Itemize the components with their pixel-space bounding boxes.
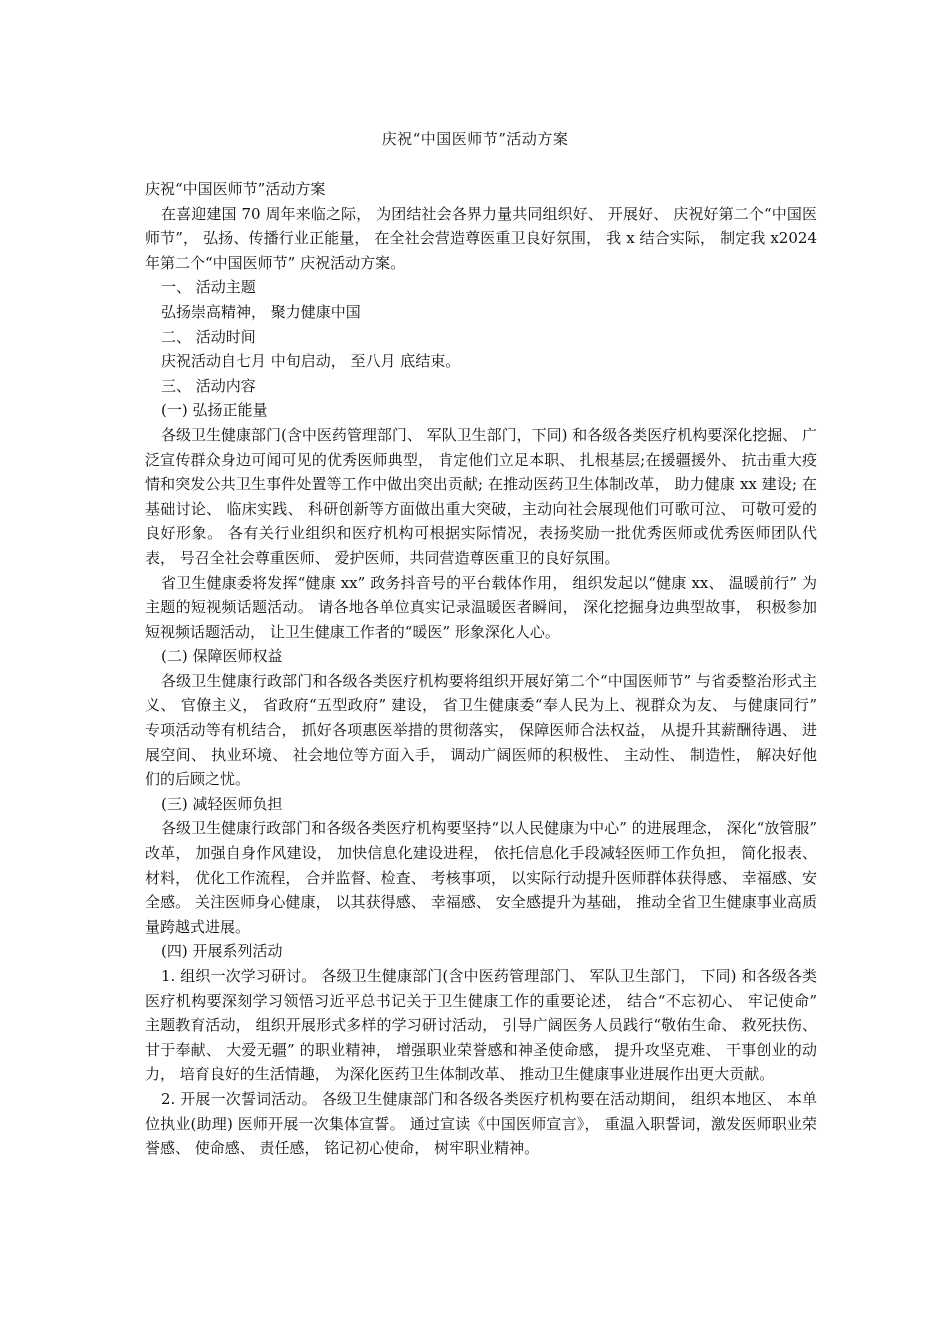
paragraph: 各级卫生健康行政部门和各级各类医疗机构要将组织开展好第二个“中国医师节” 与省委整治形式主义、 官僚主义， 省政府“五型政府” 建设， 省卫生健康委“奉人民为上、视群众为友、 与健康同行” 专项活动等有机结合， 抓好各项惠医举措的贯彻落实， 保障医师合法权益， 从提升其薪酬待遇、 进展空间、 执业环境、 社会地位等方面入手， 调动广阔医师的积极性、 主动性、 制造性， 解决好他们的后顾之忧。 <box>145 671 817 789</box>
paragraph: 各级卫生健康部门(含中医药管理部门、 军队卫生部门，下同) 和各级各类医疗机构要深化挖掘、 广泛宣传群众身边可闻可见的优秀医师典型， 肯定他们立足本职、 扎根基层;在援疆援外、 抗击重大疫情和突发公共卫生事件处置等工作中做出突出贡献; 在推动医药卫生体制改革， 助力健康 xx 建设; 在基础讨论、 临床实践、 科研创新等方面做出重大突破，主动向社会展现他们可歌可泣、 可敬可爱的良好形象。 各有关行业组织和医疗机构可根据实际情况，表扬奖励一批优秀医师或优秀医师团队代表， 号召全社会尊重医师、 爱护医师，共同营造尊医重卫的良好氛围。 <box>145 425 818 567</box>
section-heading: 二、 活动时间 <box>161 327 256 346</box>
subsection-heading: (四) 开展系列活动 <box>161 942 283 961</box>
paragraph: 各级卫生健康行政部门和各级各类医疗机构要坚持“以人民健康为中心” 的进展理念， 深化“放管服” 改革， 加强自身作风建设， 加快信息化建设进程， 依托信息化手段减轻医师工作负担， 简化报表、 材料， 优化工作流程， 合并监督、检查、 考核事项， 以实际行动提升医师群体获得感、 幸福感、安全感。 关注医师身心健康， 以其获得感、 幸福感、 安全感提升为基础， 推动全省卫生健康事业高质量跨越式进展。 <box>145 819 817 936</box>
subsection-heading: (一) 弘扬正能量 <box>161 401 268 420</box>
paragraph: 2. 开展一次誓词活动。 各级卫生健康部门和各级各类医疗机构要在活动期间， 组织本地区、 本单位执业(助理) 医师开展一次集体宣誓。 通过宣读《中国医师宣言》， 重温入职誓词，激发医师职业荣誉感、 使命感、 责任感， 铭记初心使命， 树牢职业精神。 <box>145 1089 817 1158</box>
paragraph: 弘扬崇高精神， 聚力健康中国 <box>161 302 361 321</box>
subsection-heading: (二) 保障医师权益 <box>161 647 283 666</box>
section-heading: 三、 活动内容 <box>161 376 256 395</box>
paragraph: 在喜迎建国 70 周年来临之际， 为团结社会各界力量共同组织好、 开展好、 庆祝好第二个“中国医师节”， 弘扬、传播行业正能量， 在全社会营造尊医重卫良好氛围， 我 x 结合实际， 制定我 x2024 年第二个“中国医师节” 庆祝活动方案。 <box>145 204 817 272</box>
paragraph: 省卫生健康委将发挥“健康 xx” 政务抖音号的平台载体作用， 组织发起以“健康 xx、 温暖前行” 为主题的短视频话题活动。 请各地各单位真实记录温暖医者瞬间， 深化挖掘身边典型故事， 积极参加短视频话题活动， 让卫生健康工作者的“暖医” 形象深化人心。 <box>145 573 817 641</box>
subsection-heading: (三) 减轻医师负担 <box>161 794 283 813</box>
paragraph: 庆祝活动自七月 中旬启动， 至八月 底结束。 <box>161 352 461 371</box>
page-title: 庆祝“中国医师节”活动方案 <box>381 130 569 148</box>
section-heading: 一、 活动主题 <box>161 278 256 297</box>
document-body <box>145 177 817 1161</box>
paragraph: 1. 组织一次学习研讨。 各级卫生健康部门(含中医药管理部门、 军队卫生部门， 下同) 和各级各类医疗机构要深刻学习领悟习近平总书记关于卫生健康工作的重要论述， 结合“不忘初心、 牢记使命” 主题教育活动， 组织开展形式多样的学习研讨活动， 引导广阔医务人员践行“敬佑生命、 救死扶伤、 甘于奉献、 大爱无疆” 的职业精神， 增强职业荣誉感和神圣使命感， 提升攻坚克难、 干事创业的动力， 培育良好的生活情趣， 为深化医药卫生体制改革、 推动卫生健康事业进展作出更大贡献。 <box>145 967 817 1084</box>
paragraph: 庆祝“中国医师节”活动方案 <box>145 180 326 198</box>
